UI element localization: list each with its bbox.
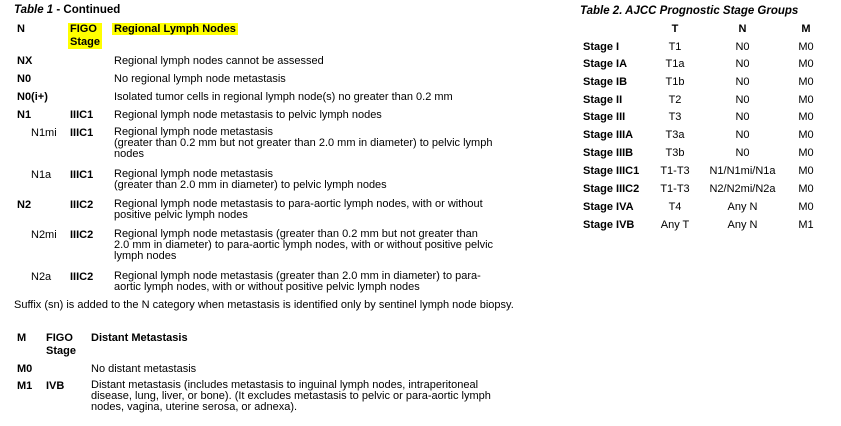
mrow-m1-desc-line1: Distant metastasis (includes metastasis to inguinal lymph nodes, intraperitoneal bbox=[91, 379, 479, 391]
row-n1-n: N1 bbox=[17, 109, 32, 121]
row-n1a-figo: IIIC1 bbox=[70, 169, 94, 181]
row-nx-n: NX bbox=[17, 55, 33, 67]
mrow-m1-figo: IVB bbox=[46, 380, 65, 392]
row-n0i-desc: Isolated tumor cells in regional lymph node(s) no greater than 0.2 mm bbox=[114, 91, 453, 103]
row-n1mi-figo: IIIC1 bbox=[70, 127, 94, 139]
table2-header-n: N bbox=[738, 23, 747, 35]
mtable-header-figo-line2: Stage bbox=[46, 345, 76, 357]
table1-header-figo bbox=[68, 23, 102, 49]
table2-t-cell: T3a bbox=[665, 129, 685, 141]
table2-title: Table 2. AJCC Prognostic Stage Groups bbox=[580, 5, 799, 17]
table2-n-cell: N1/N1mi/N1a bbox=[709, 165, 776, 177]
table2-m-cell: M0 bbox=[798, 111, 814, 123]
table2-m-cell: M0 bbox=[798, 183, 814, 195]
row-n1mi-n: N1mi bbox=[31, 127, 57, 139]
table1-header-regional: Regional Lymph Nodes bbox=[114, 23, 236, 35]
row-n2a-n: N2a bbox=[31, 271, 52, 283]
table2-stage-cell: Stage IIIB bbox=[583, 147, 634, 159]
row-n0i-n: N0(i+) bbox=[17, 91, 48, 103]
row-nx-desc: Regional lymph nodes cannot be assessed bbox=[114, 55, 324, 67]
table2-header-m: M bbox=[801, 23, 811, 35]
row-n2-n: N2 bbox=[17, 199, 32, 211]
table2-m-cell: M0 bbox=[798, 201, 814, 213]
table2-m-cell: M0 bbox=[798, 58, 814, 70]
row-n2mi-desc-line2: 2.0 mm in diameter) to para-aortic lymph nodes, with or without positive pelvic bbox=[114, 239, 494, 251]
mrow-m1-desc-line3: nodes, vagina, uterine serosa, or adnexa). bbox=[91, 401, 298, 413]
table2-stage-cell: Stage IVA bbox=[583, 201, 634, 213]
row-n1a-desc-line1: Regional lymph node metastasis bbox=[114, 168, 273, 180]
table1-title bbox=[14, 4, 120, 16]
row-n2mi-desc bbox=[114, 229, 493, 262]
table2-stage-cell: Stage II bbox=[583, 94, 623, 106]
table2-stage-cell: Stage IIIC2 bbox=[583, 183, 640, 195]
table2-t-cell: Any T bbox=[660, 219, 690, 231]
table2-m-cell: M1 bbox=[798, 219, 814, 231]
row-n1mi-desc-line2: (greater than 0.2 mm but not greater than 2.0 mm in diameter) to pelvic lymph bbox=[114, 137, 493, 149]
table2-stage-cell: Stage I bbox=[583, 41, 620, 53]
row-n1mi-desc-line3: nodes bbox=[114, 148, 144, 160]
table2-n-cell: Any N bbox=[727, 219, 758, 231]
mrow-m1-desc-line2: disease, lung, liver, or bone). (It excludes metastasis to pelvic or para-aortic lymph bbox=[91, 390, 491, 402]
table1-title-label: Table 1 bbox=[14, 4, 54, 16]
row-n1a-desc bbox=[114, 169, 387, 191]
table2-m-cell: M0 bbox=[798, 76, 814, 88]
table1-header-n: N bbox=[17, 23, 25, 35]
row-n2mi-desc-line1: Regional lymph node metastasis (greater than 0.2 mm but not greater than bbox=[114, 228, 478, 240]
table2-n-cell: N0 bbox=[735, 111, 750, 123]
row-n2-desc bbox=[114, 199, 483, 221]
table2-t-cell: T4 bbox=[668, 201, 682, 213]
row-n2a-desc bbox=[114, 271, 481, 293]
table1-title-suffix: - Continued bbox=[53, 4, 121, 16]
table2-t-cell: T2 bbox=[668, 94, 682, 106]
table2-stage-cell: Stage IA bbox=[583, 58, 628, 70]
row-n2a-desc-line2: aortic lymph nodes, with or without positive pelvic lymph nodes bbox=[114, 281, 420, 293]
row-n1mi-desc bbox=[114, 127, 492, 160]
table2-t-cell: T3 bbox=[668, 111, 682, 123]
table2-t-cell: T3b bbox=[665, 147, 685, 159]
table2-t-cell: T1-T3 bbox=[660, 183, 690, 195]
mtable-header-distant: Distant Metastasis bbox=[91, 332, 188, 344]
table2-m-cell: M0 bbox=[798, 129, 814, 141]
row-n0-n: N0 bbox=[17, 73, 32, 85]
table2-t-cell: T1 bbox=[668, 41, 682, 53]
table2-stage-cell: Stage IIIA bbox=[583, 129, 634, 141]
row-n2mi-figo: IIIC2 bbox=[70, 229, 94, 241]
mrow-m1-desc bbox=[91, 380, 491, 413]
table2-stage-cell: Stage IB bbox=[583, 76, 628, 88]
table2-stage-cell: Stage IVB bbox=[583, 219, 635, 231]
table2-n-cell: N2/N2mi/N2a bbox=[709, 183, 776, 195]
row-n2a-figo: IIIC2 bbox=[70, 271, 94, 283]
row-n1a-n: N1a bbox=[31, 169, 52, 181]
mrow-m1-m: M1 bbox=[17, 380, 33, 392]
mrow-m0-desc: No distant metastasis bbox=[91, 363, 197, 375]
table2-t-cell: T1-T3 bbox=[660, 165, 690, 177]
row-n1mi-desc-line1: Regional lymph node metastasis bbox=[114, 126, 273, 138]
table2-n-cell: N0 bbox=[735, 41, 750, 53]
table2-n-cell: N0 bbox=[735, 147, 750, 159]
table2-n-cell: N0 bbox=[735, 76, 750, 88]
table2-n-cell: N0 bbox=[735, 58, 750, 70]
table2-m-cell: M0 bbox=[798, 41, 814, 53]
row-n2mi-n: N2mi bbox=[31, 229, 57, 241]
table2-stage-cell: Stage III bbox=[583, 111, 626, 123]
table2-n-cell: N0 bbox=[735, 129, 750, 141]
row-n1-figo: IIIC1 bbox=[70, 109, 94, 121]
row-n2-desc-line1: Regional lymph node metastasis to para-aortic lymph nodes, with or without bbox=[114, 198, 483, 210]
table2-m-cell: M0 bbox=[798, 94, 814, 106]
row-n1-desc: Regional lymph node metastasis to pelvic lymph nodes bbox=[114, 109, 382, 121]
table2-header-t: T bbox=[671, 23, 679, 35]
mrow-m0-m: M0 bbox=[17, 363, 33, 375]
table2-t-cell: T1a bbox=[665, 58, 685, 70]
mtable-header-figo-line1: FIGO bbox=[46, 332, 73, 344]
table2-stage-cell: Stage IIIC1 bbox=[583, 165, 640, 177]
table2-t-cell: T1b bbox=[665, 76, 685, 88]
row-n2mi-desc-line3: lymph nodes bbox=[114, 250, 177, 262]
row-n2a-desc-line1: Regional lymph node metastasis (greater than 2.0 mm in diameter) to para- bbox=[114, 270, 481, 282]
row-n1a-desc-line2: (greater than 2.0 mm in diameter) to pelvic lymph nodes bbox=[114, 179, 387, 191]
row-n2-figo: IIIC2 bbox=[70, 199, 94, 211]
table1-header-figo-line1: FIGO bbox=[70, 23, 97, 35]
table2-n-cell: Any N bbox=[727, 201, 758, 213]
suffix-note: Suffix (sn) is added to the N category when metastasis is identified only by sentinel lymph node biopsy. bbox=[14, 299, 514, 311]
table2-m-cell: M0 bbox=[798, 147, 814, 159]
mtable-header-figo bbox=[46, 332, 76, 358]
mtable-header-m: M bbox=[17, 332, 27, 344]
table2-n-cell: N0 bbox=[735, 94, 750, 106]
table2-m-cell: M0 bbox=[798, 165, 814, 177]
row-n0-desc: No regional lymph node metastasis bbox=[114, 73, 286, 85]
table1-header-figo-line2: Stage bbox=[70, 36, 100, 48]
row-n2-desc-line2: positive pelvic lymph nodes bbox=[114, 209, 248, 221]
